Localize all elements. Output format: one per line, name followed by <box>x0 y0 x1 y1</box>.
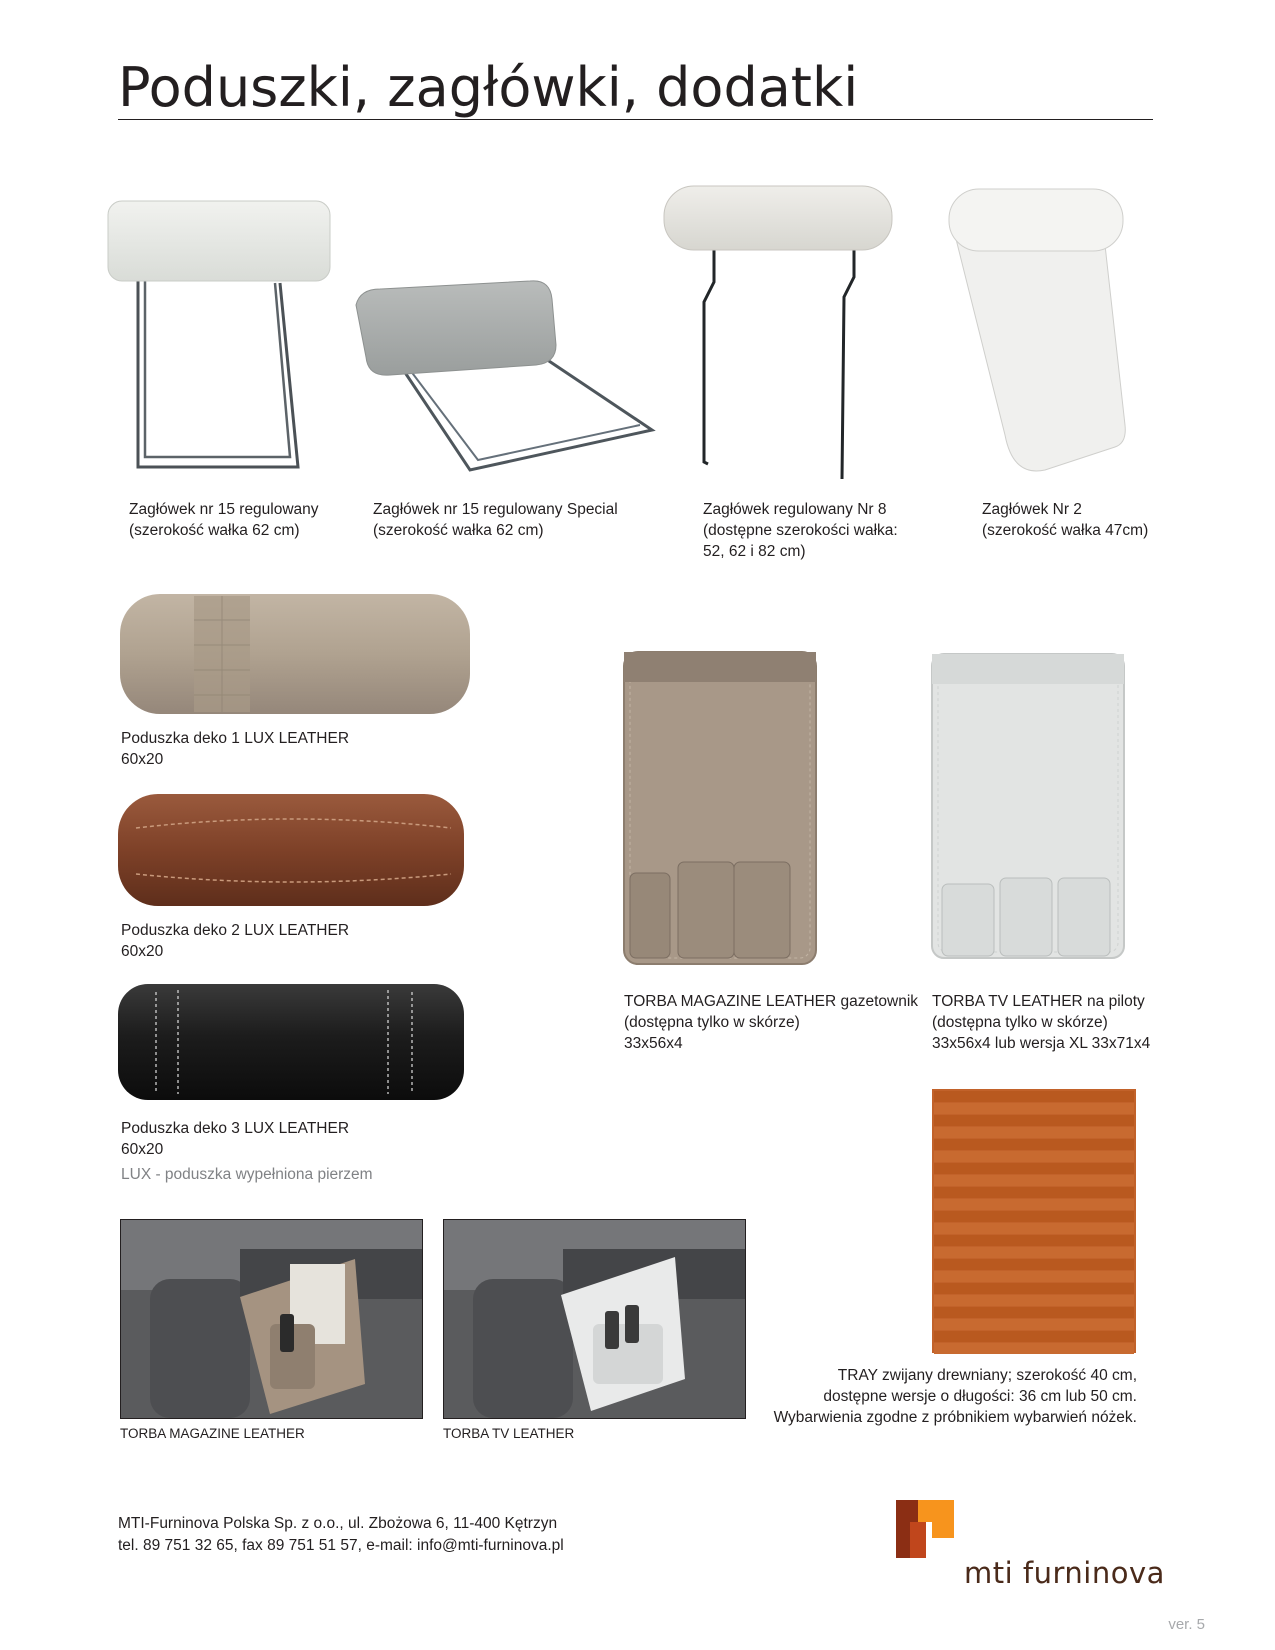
page-title: Poduszki, zagłówki, dodatki <box>118 56 859 119</box>
cushion-deko-2-image <box>116 790 476 910</box>
tray-slat <box>934 1259 1134 1270</box>
footer-address: MTI-Furninova Polska Sp. z o.o., ul. Zbożowa 6, 11-400 Kętrzyn <box>118 1515 558 1532</box>
mti-logo-text: mti furninova <box>964 1556 1165 1590</box>
tray-slat <box>934 1187 1134 1198</box>
tray-slat <box>934 1235 1134 1246</box>
photo-caption-magazine: TORBA MAGAZINE LEATHER <box>120 1426 305 1441</box>
headrest-caption-1: Zagłówek nr 15 regulowany (szerokość wałka 62 cm) <box>129 501 319 539</box>
tray-slat <box>934 1307 1134 1318</box>
photo-tv-armrest <box>443 1219 746 1419</box>
tray-slat <box>934 1127 1134 1138</box>
headrest-caption-4: Zagłówek Nr 2 (szerokość wałka 47cm) <box>982 501 1149 539</box>
tray-slat <box>934 1175 1134 1186</box>
tray-slat <box>934 1295 1134 1306</box>
tray-slat <box>934 1247 1134 1258</box>
cushion-caption-1: Poduszka deko 1 LUX LEATHER 60x20 <box>121 730 350 768</box>
tray-slat <box>934 1211 1134 1222</box>
version-label: ver. 5 <box>1168 1616 1205 1633</box>
tray-slat <box>934 1115 1134 1126</box>
lux-note: LUX - poduszka wypełniona pierzem <box>121 1166 373 1183</box>
torba-tv-image <box>930 652 1126 962</box>
tray-slat <box>934 1139 1134 1150</box>
cushion-deko-1-image <box>118 590 478 720</box>
photo-caption-tv: TORBA TV LEATHER <box>443 1426 575 1441</box>
tray-slat <box>934 1343 1134 1354</box>
headrest-2-image <box>945 185 1135 485</box>
torba-tv-caption: TORBA TV LEATHER na piloty (dostępna tylko w skórze) 33x56x4 lub wersja XL 33x71x4 <box>932 993 1151 1052</box>
mti-logo-mark <box>896 1500 956 1560</box>
headrest-caption-3: Zagłówek regulowany Nr 8 (dostępne szerokości wałka: 52, 62 i 82 cm) <box>703 501 898 560</box>
headrest-caption-2: Zagłówek nr 15 regulowany Special (szerokość wałka 62 cm) <box>373 501 618 539</box>
tray-image <box>930 1087 1140 1357</box>
tray-slat <box>934 1319 1134 1330</box>
torba-magazine-caption: TORBA MAGAZINE LEATHER gazetownik (dostępna tylko w skórze) 33x56x4 <box>624 993 919 1052</box>
cushion-caption-2: Poduszka deko 2 LUX LEATHER 60x20 <box>121 922 350 960</box>
cushion-caption-3: Poduszka deko 3 LUX LEATHER 60x20 <box>121 1120 350 1158</box>
cushion-deko-3-image <box>116 980 476 1105</box>
tray-slat <box>934 1163 1134 1174</box>
torba-magazine-image <box>622 650 818 968</box>
headrest-8-image <box>658 182 908 492</box>
tray-slat <box>934 1271 1134 1282</box>
tray-slat <box>934 1331 1134 1342</box>
tray-slat <box>934 1199 1134 1210</box>
tray-slat <box>934 1091 1134 1102</box>
tray-slat <box>934 1103 1134 1114</box>
headrest-15-special-image <box>350 275 670 485</box>
headrest-15-image <box>100 195 340 485</box>
tray-slat <box>934 1223 1134 1234</box>
photo-magazine-armrest <box>120 1219 423 1419</box>
tray-slat <box>934 1283 1134 1294</box>
title-rule <box>118 119 1153 120</box>
tray-slat <box>934 1151 1134 1162</box>
tray-caption: TRAY zwijany drewniany; szerokość 40 cm, dostępne wersje o długości: 36 cm lub 50 cm. Wybarwienia zgodne z próbnikiem wybarwień nóżek. <box>773 1367 1137 1426</box>
footer-contact: tel. 89 751 32 65, fax 89 751 51 57, e-mail: info@mti-furninova.pl <box>118 1537 564 1554</box>
